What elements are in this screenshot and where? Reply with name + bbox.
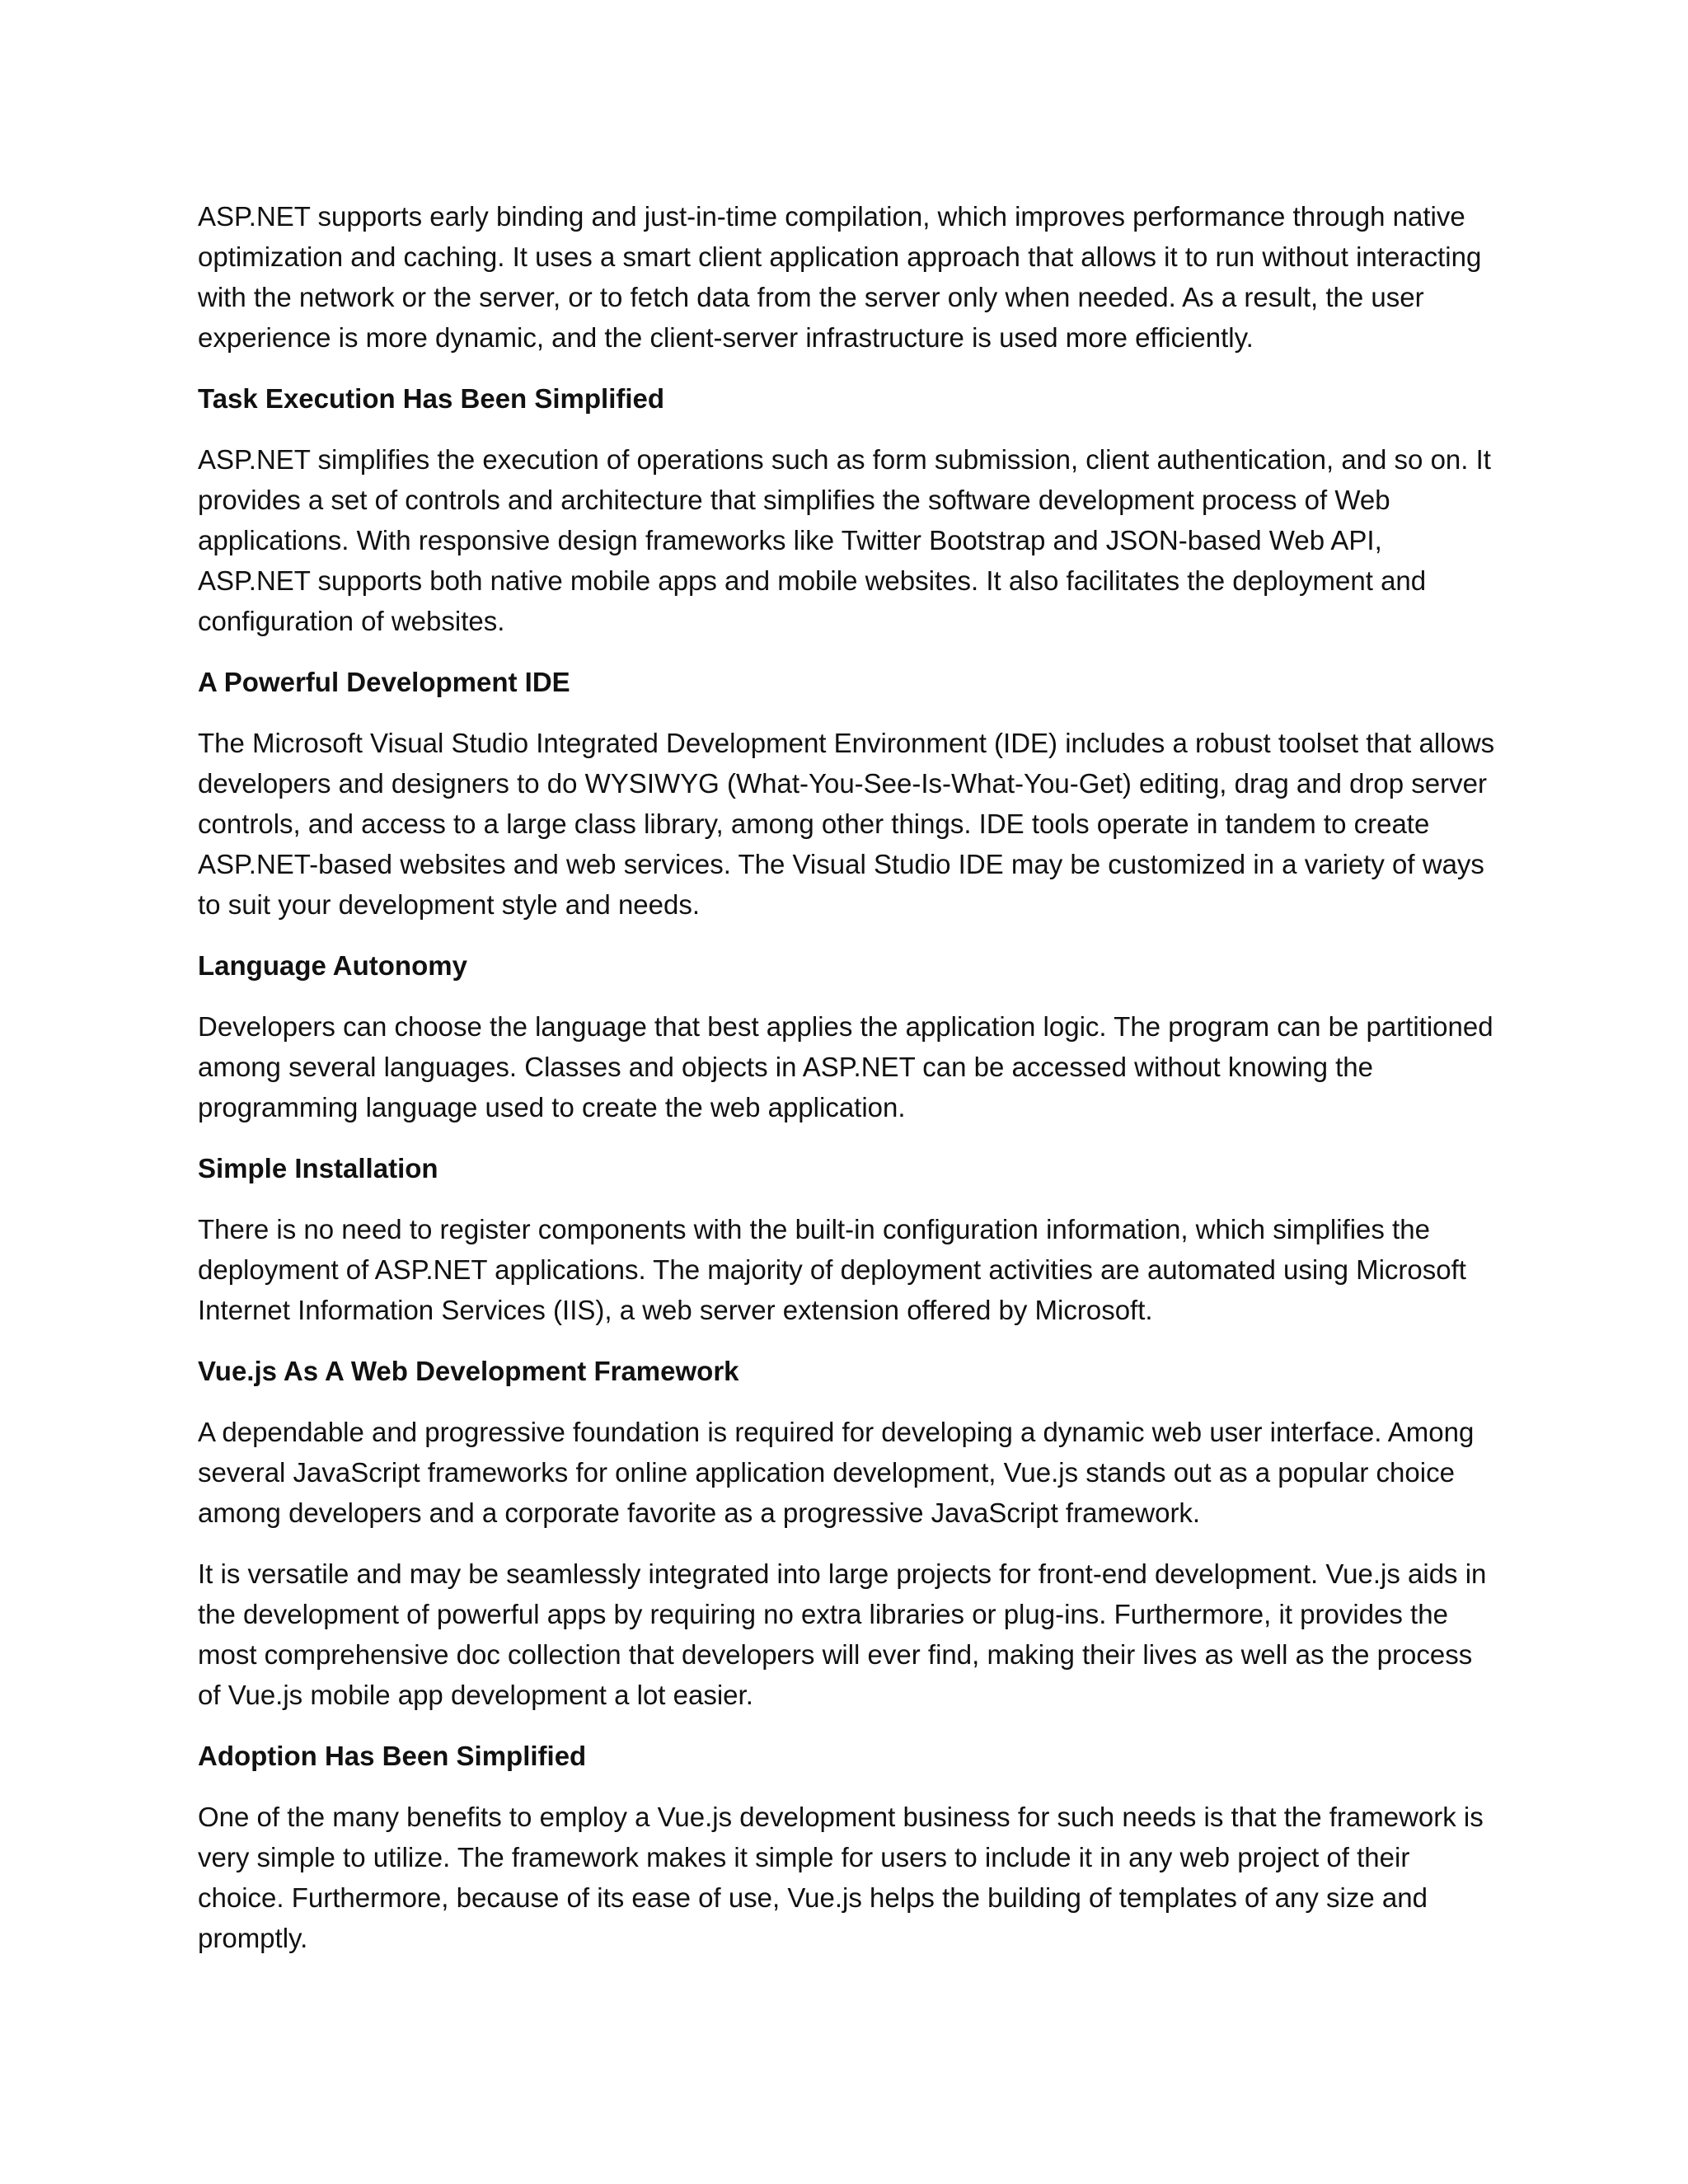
paragraph-task-execution: ASP.NET simplifies the execution of operations such as form submission, client authentication, and so on. It provides a set of controls and architecture that simplifies the software development process of Web applications. With responsive design frameworks like Twitter Bootstrap and JSON-based Web API, ASP.NET supports both native mobile apps and mobile websites. It also facilitates the deployment and configuration of websites. [198,444,1491,636]
heading-vuejs-framework: Vue.js As A Web Development Framework [198,1356,739,1386]
paragraph-aspnet-performance: ASP.NET supports early binding and just-in-time compilation, which improves performance through native optimization and caching. It uses a smart client application approach that allows it to run without interacting with the network or the server, or to fetch data from the server only when needed. As a result, the user experience is more dynamic, and the client-server infrastructure is used more efficiently. [198,201,1482,353]
heading-simple-installation: Simple Installation [198,1153,438,1183]
paragraph-development-ide: The Microsoft Visual Studio Integrated Development Environment (IDE) includes a robust toolset that allows developers and designers to do WYSIWYG (What-You-See-Is-What-You-Get) editing, drag and drop server controls, and access to a large class library, among other things. IDE tools operate in tandem to create ASP.NET-based websites and web services. The Visual Studio IDE may be customized in a variety of ways to suit your development style and needs. [198,728,1495,920]
paragraph-vuejs-intro: A dependable and progressive foundation is required for developing a dynamic web user interface. Among several JavaScript frameworks for online application development, Vue.js stands out as a popular choice among developers and a corporate favorite as a progressive JavaScript framework. [198,1417,1475,1528]
paragraph-vuejs-versatile: It is versatile and may be seamlessly integrated into large projects for front-end development. Vue.js aids in the development of powerful apps by requiring no extra libraries or plug-ins. Furthermore, it provides the most comprehensive doc collection that developers will ever find, making their lives as well as the process of Vue.js mobile app development a lot easier. [198,1558,1487,1710]
heading-language-autonomy: Language Autonomy [198,950,467,981]
paragraph-language-autonomy: Developers can choose the language that best applies the application logic. The program can be partitioned among several languages. Classes and objects in ASP.NET can be accessed without knowing the programming language used to create the web application. [198,1011,1493,1122]
heading-task-execution: Task Execution Has Been Simplified [198,383,665,414]
paragraph-adoption-simplified: One of the many benefits to employ a Vue.js development business for such needs is that the framework is very simple to utilize. The framework makes it simple for users to include it in any web project of their choice. Furthermore, because of its ease of use, Vue.js helps the building of templates of any size and promptly. [198,1802,1484,1953]
heading-development-ide: A Powerful Development IDE [198,667,570,697]
paragraph-simple-installation: There is no need to register components with the built-in configuration information, which simplifies the deployment of ASP.NET applications. The majority of deployment activities are automated using Microsoft Internet Information Services (IIS), a web server extension offered by Microsoft. [198,1214,1466,1325]
document-page [198,196,1500,1979]
heading-adoption-simplified: Adoption Has Been Simplified [198,1741,587,1771]
